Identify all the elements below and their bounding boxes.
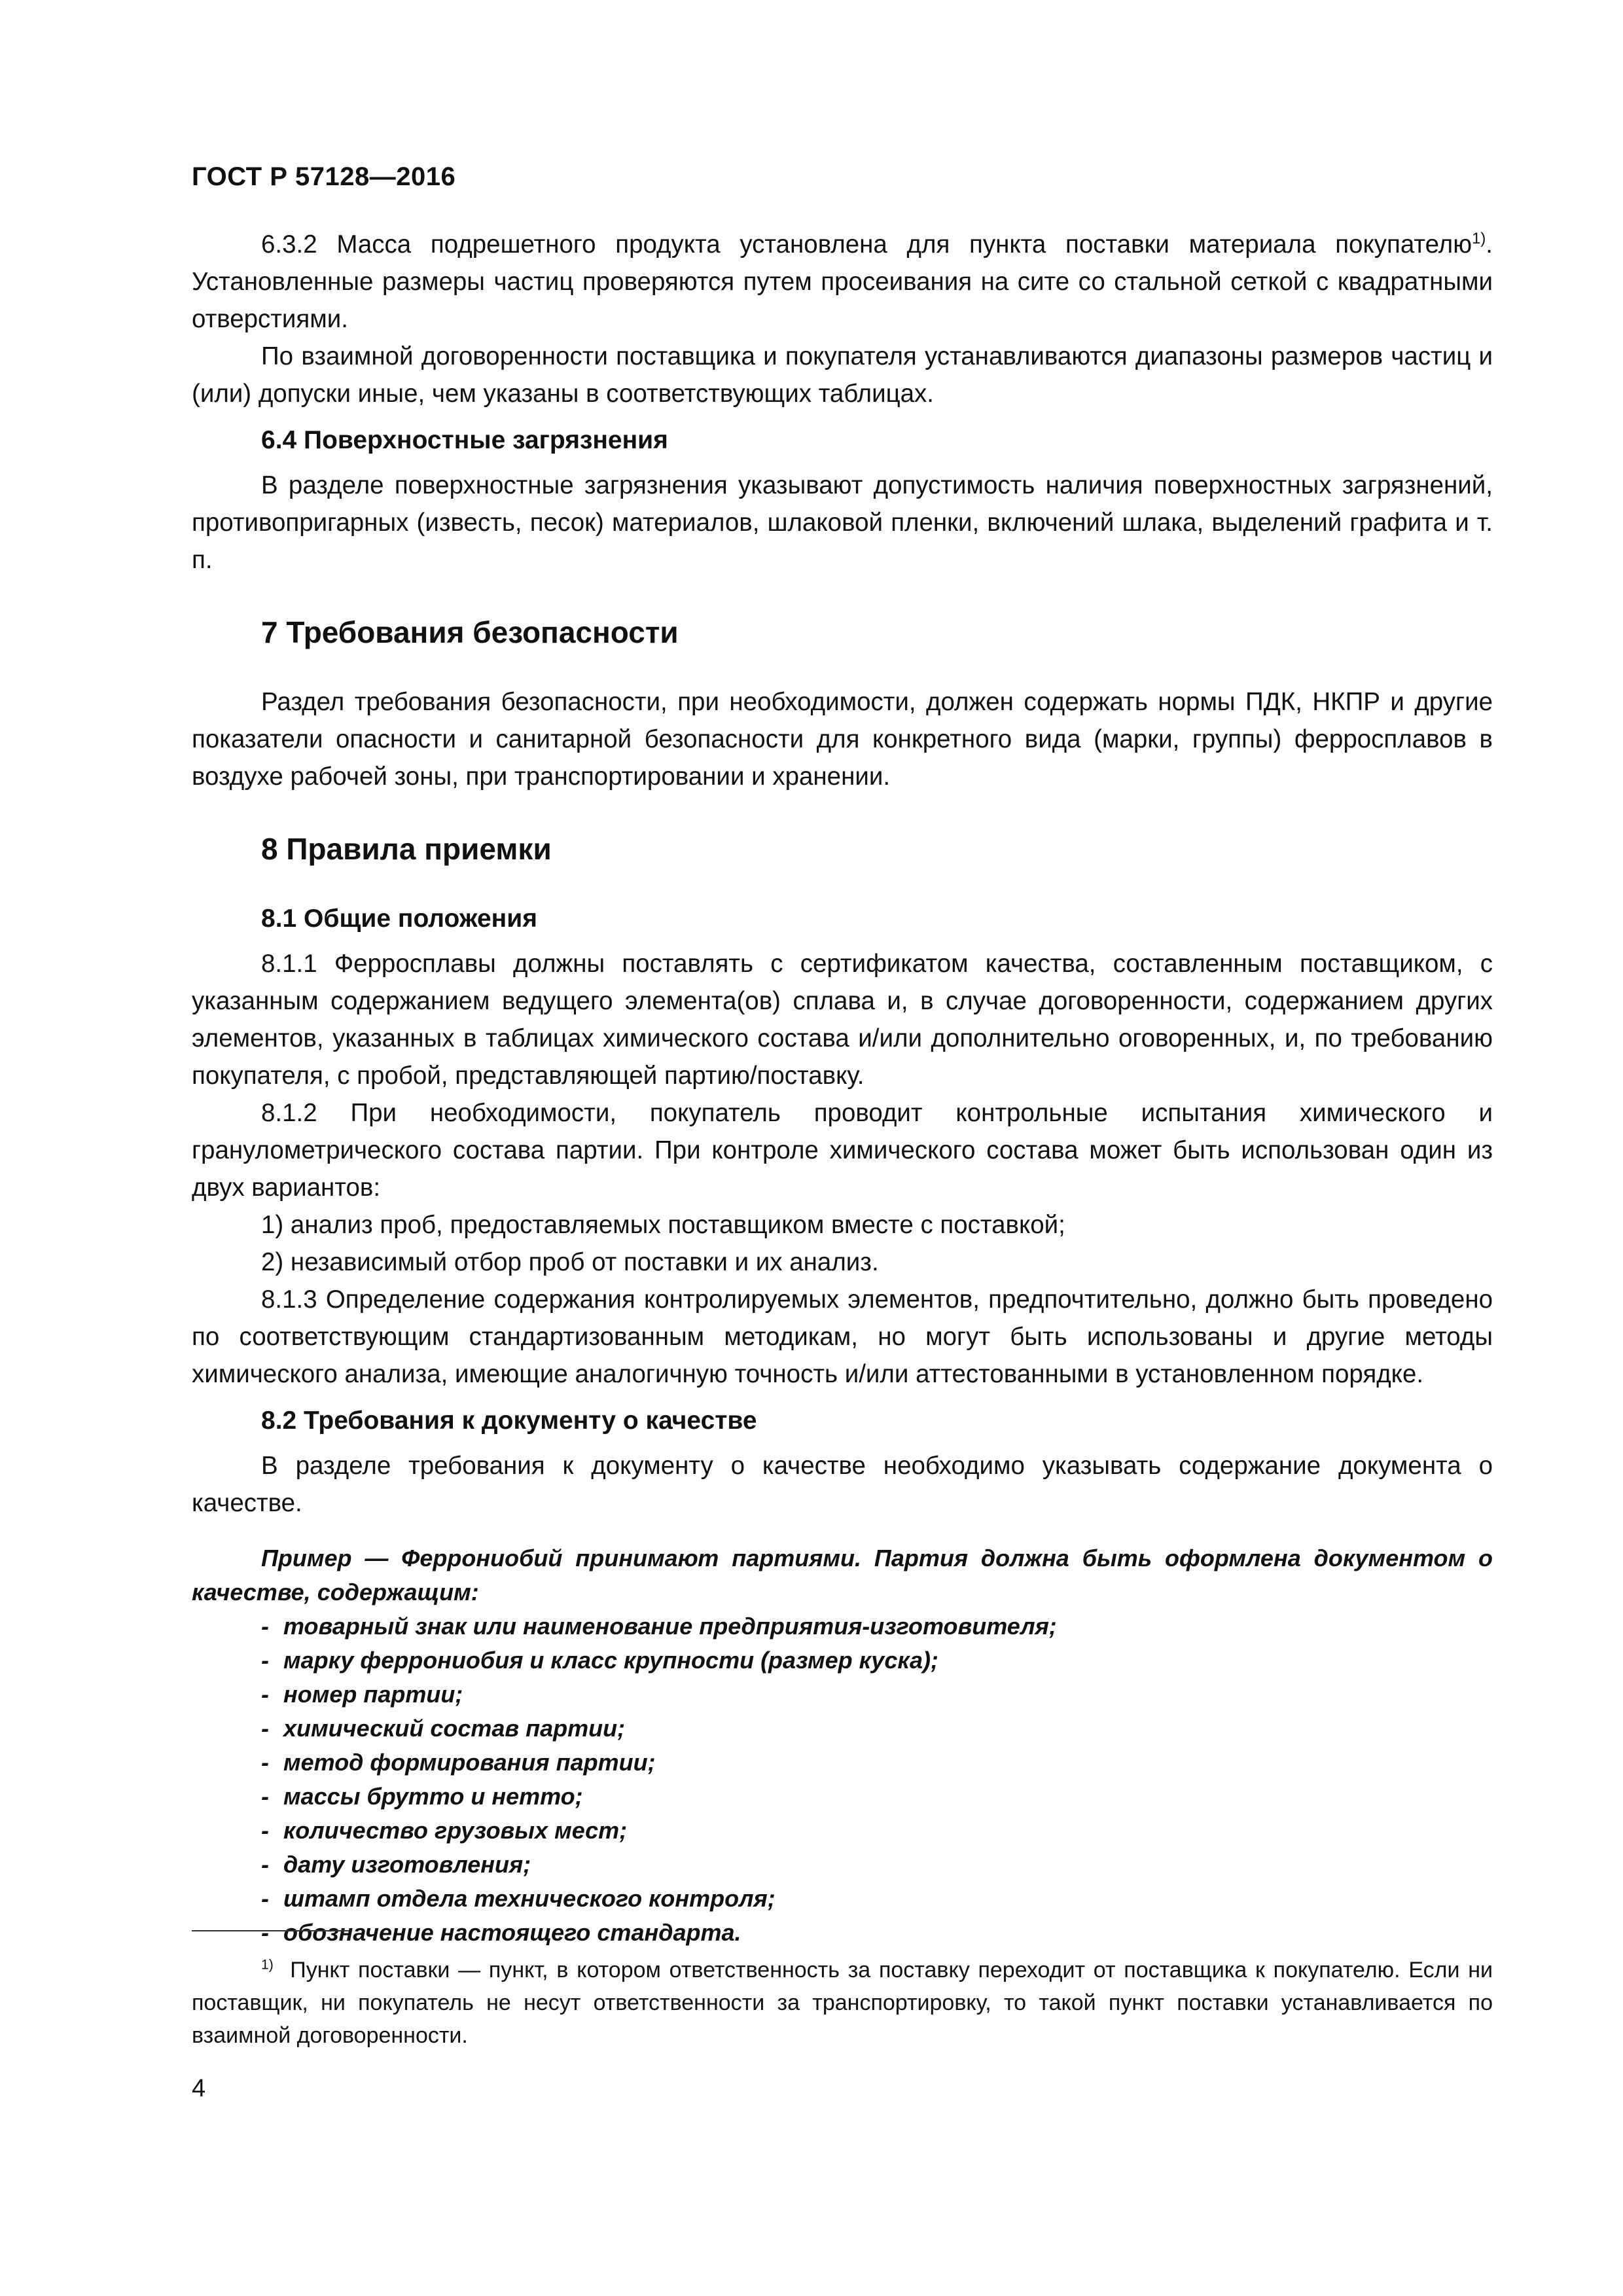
- example-list: [192, 1609, 1493, 1950]
- list-item-text: метод формирования партии;: [283, 1749, 656, 1776]
- list-dash: -: [261, 1885, 269, 1912]
- paragraph-6-3-2: [192, 226, 1493, 338]
- paragraph-8-1-1: 8.1.1 Ферросплавы должны поставлять с сертификатом качества, составленным поставщиком, с указанным содержанием ведущего элемента(ов) сплава и, в случае договоренности, содержанием других элементов, указанных в таблицах химического состава и/или дополнительно оговоренных, и, по требованию покупателя, с пробой, представляющей партию/поставку.: [192, 950, 1493, 1090]
- paragraph-8-1-2: 8.1.2 При необходимости, покупатель проводит контрольные испытания химического и гранулометрического состава партии. При контроле химического состава может быть использован один из двух вариантов:: [192, 1099, 1493, 1202]
- list-item-text: марку феррониобия и класс крупности (размер куска);: [283, 1647, 939, 1674]
- list-item-text: штамп отдела технического контроля;: [283, 1885, 776, 1912]
- footnote-text: Пункт поставки — пункт, в котором ответственность за поставку переходит от поставщика к покупателю. Если ни поставщик, ни покупатель не несут ответственности за транспортировку, то такой пункт поставки устанавливается по взаимной договоренности.: [192, 1958, 1493, 2048]
- list-item-text: обозначение настоящего стандарта.: [283, 1919, 741, 1946]
- list-item-text: количество грузовых мест;: [283, 1817, 628, 1844]
- page-number: 4: [192, 2075, 206, 2102]
- list-item-text: товарный знак или наименование предприятия-изготовителя;: [283, 1613, 1057, 1640]
- paragraph-6-3-2-text: 6.3.2 Масса подрешетного продукта установлена для пункта поставки материала покупателю: [261, 230, 1472, 259]
- footnote-divider: [192, 1930, 349, 1931]
- footnote-paragraph: [192, 1954, 1493, 2052]
- list-item: [261, 1814, 1493, 1848]
- list-item-1: 1) анализ проб, предоставляемых поставщиком вместе с поставкой;: [261, 1211, 1065, 1239]
- list-item-text: дату изготовления;: [283, 1851, 531, 1878]
- page-body: [192, 226, 1493, 1950]
- paragraph-6-3-2-text-after: . Установленные размеры частиц проверяются путем просеивания на сите со стальной сеткой с квадратными отверстиями.: [192, 230, 1493, 333]
- footnote-ref-mark[interactable]: 1): [1472, 230, 1486, 248]
- list-item: [261, 1882, 1493, 1916]
- list-dash: -: [261, 1919, 269, 1946]
- list-dash: -: [261, 1817, 269, 1844]
- list-dash: -: [261, 1851, 269, 1878]
- list-item-text: массы брутто и нетто;: [283, 1783, 583, 1810]
- heading-8-1: 8.1 Общие положения: [261, 905, 537, 933]
- example-intro: Пример — Феррониобий принимают партиями. Партия должна быть оформлена документом о качестве, содержащим:: [192, 1545, 1493, 1605]
- list-item: [261, 1643, 1493, 1677]
- list-item: [261, 1609, 1493, 1643]
- list-dash: -: [261, 1647, 269, 1674]
- paragraph-6-4: В разделе поверхностные загрязнения указывают допустимость наличия поверхностных загрязнений, противопригарных (известь, песок) материалов, шлаковой пленки, включений шлака, выделений графита и т. п.: [192, 471, 1493, 574]
- list-dash: -: [261, 1681, 269, 1708]
- list-item: [261, 1677, 1493, 1712]
- list-item-text: номер партии;: [283, 1681, 463, 1708]
- heading-8-2: 8.2 Требования к документу о качестве: [261, 1407, 757, 1435]
- list-dash: -: [261, 1715, 269, 1742]
- heading-section-8: 8 Правила приемки: [261, 832, 552, 866]
- list-item-text: химический состав партии;: [283, 1715, 626, 1742]
- list-item-2: 2) независимый отбор проб от поставки и их анализ.: [261, 1248, 879, 1276]
- paragraph-8-2: В разделе требования к документу о качестве необходимо указывать содержание документа о качестве.: [192, 1452, 1493, 1517]
- list-item: [261, 1780, 1493, 1814]
- example-block: [192, 1541, 1493, 1950]
- list-item: [261, 1916, 1493, 1950]
- list-item: [261, 1746, 1493, 1780]
- paragraph-6-3-2-b: По взаимной договоренности поставщика и покупателя устанавливаются диапазоны размеров частиц и (или) допуски иные, чем указаны в соответствующих таблицах.: [192, 342, 1493, 408]
- list-dash: -: [261, 1749, 269, 1776]
- heading-6-4: 6.4 Поверхностные загрязнения: [261, 426, 668, 454]
- footnote-mark: 1): [261, 1957, 274, 1973]
- list-item: [261, 1712, 1493, 1746]
- page-header-standard-id: ГОСТ Р 57128—2016: [192, 162, 456, 191]
- heading-section-7: 7 Требования безопасности: [261, 615, 679, 649]
- list-item: [261, 1848, 1493, 1882]
- list-dash: -: [261, 1783, 269, 1810]
- list-dash: -: [261, 1613, 269, 1640]
- paragraph-7: Раздел требования безопасности, при необходимости, должен содержать нормы ПДК, НКПР и другие показатели опасности и санитарной безопасности для конкретного вида (марки, группы) ферросплавов в воздухе рабочей зоны, при транспортировании и хранении.: [192, 688, 1493, 791]
- footnote: [192, 1954, 1493, 2052]
- paragraph-8-1-3: 8.1.3 Определение содержания контролируемых элементов, предпочтительно, должно быть проведено по соответствующим стандартизованным методикам, но могут быть использованы и другие методы химического анализа, имеющие аналогичную точность и/или аттестованными в установленном порядке.: [192, 1285, 1493, 1388]
